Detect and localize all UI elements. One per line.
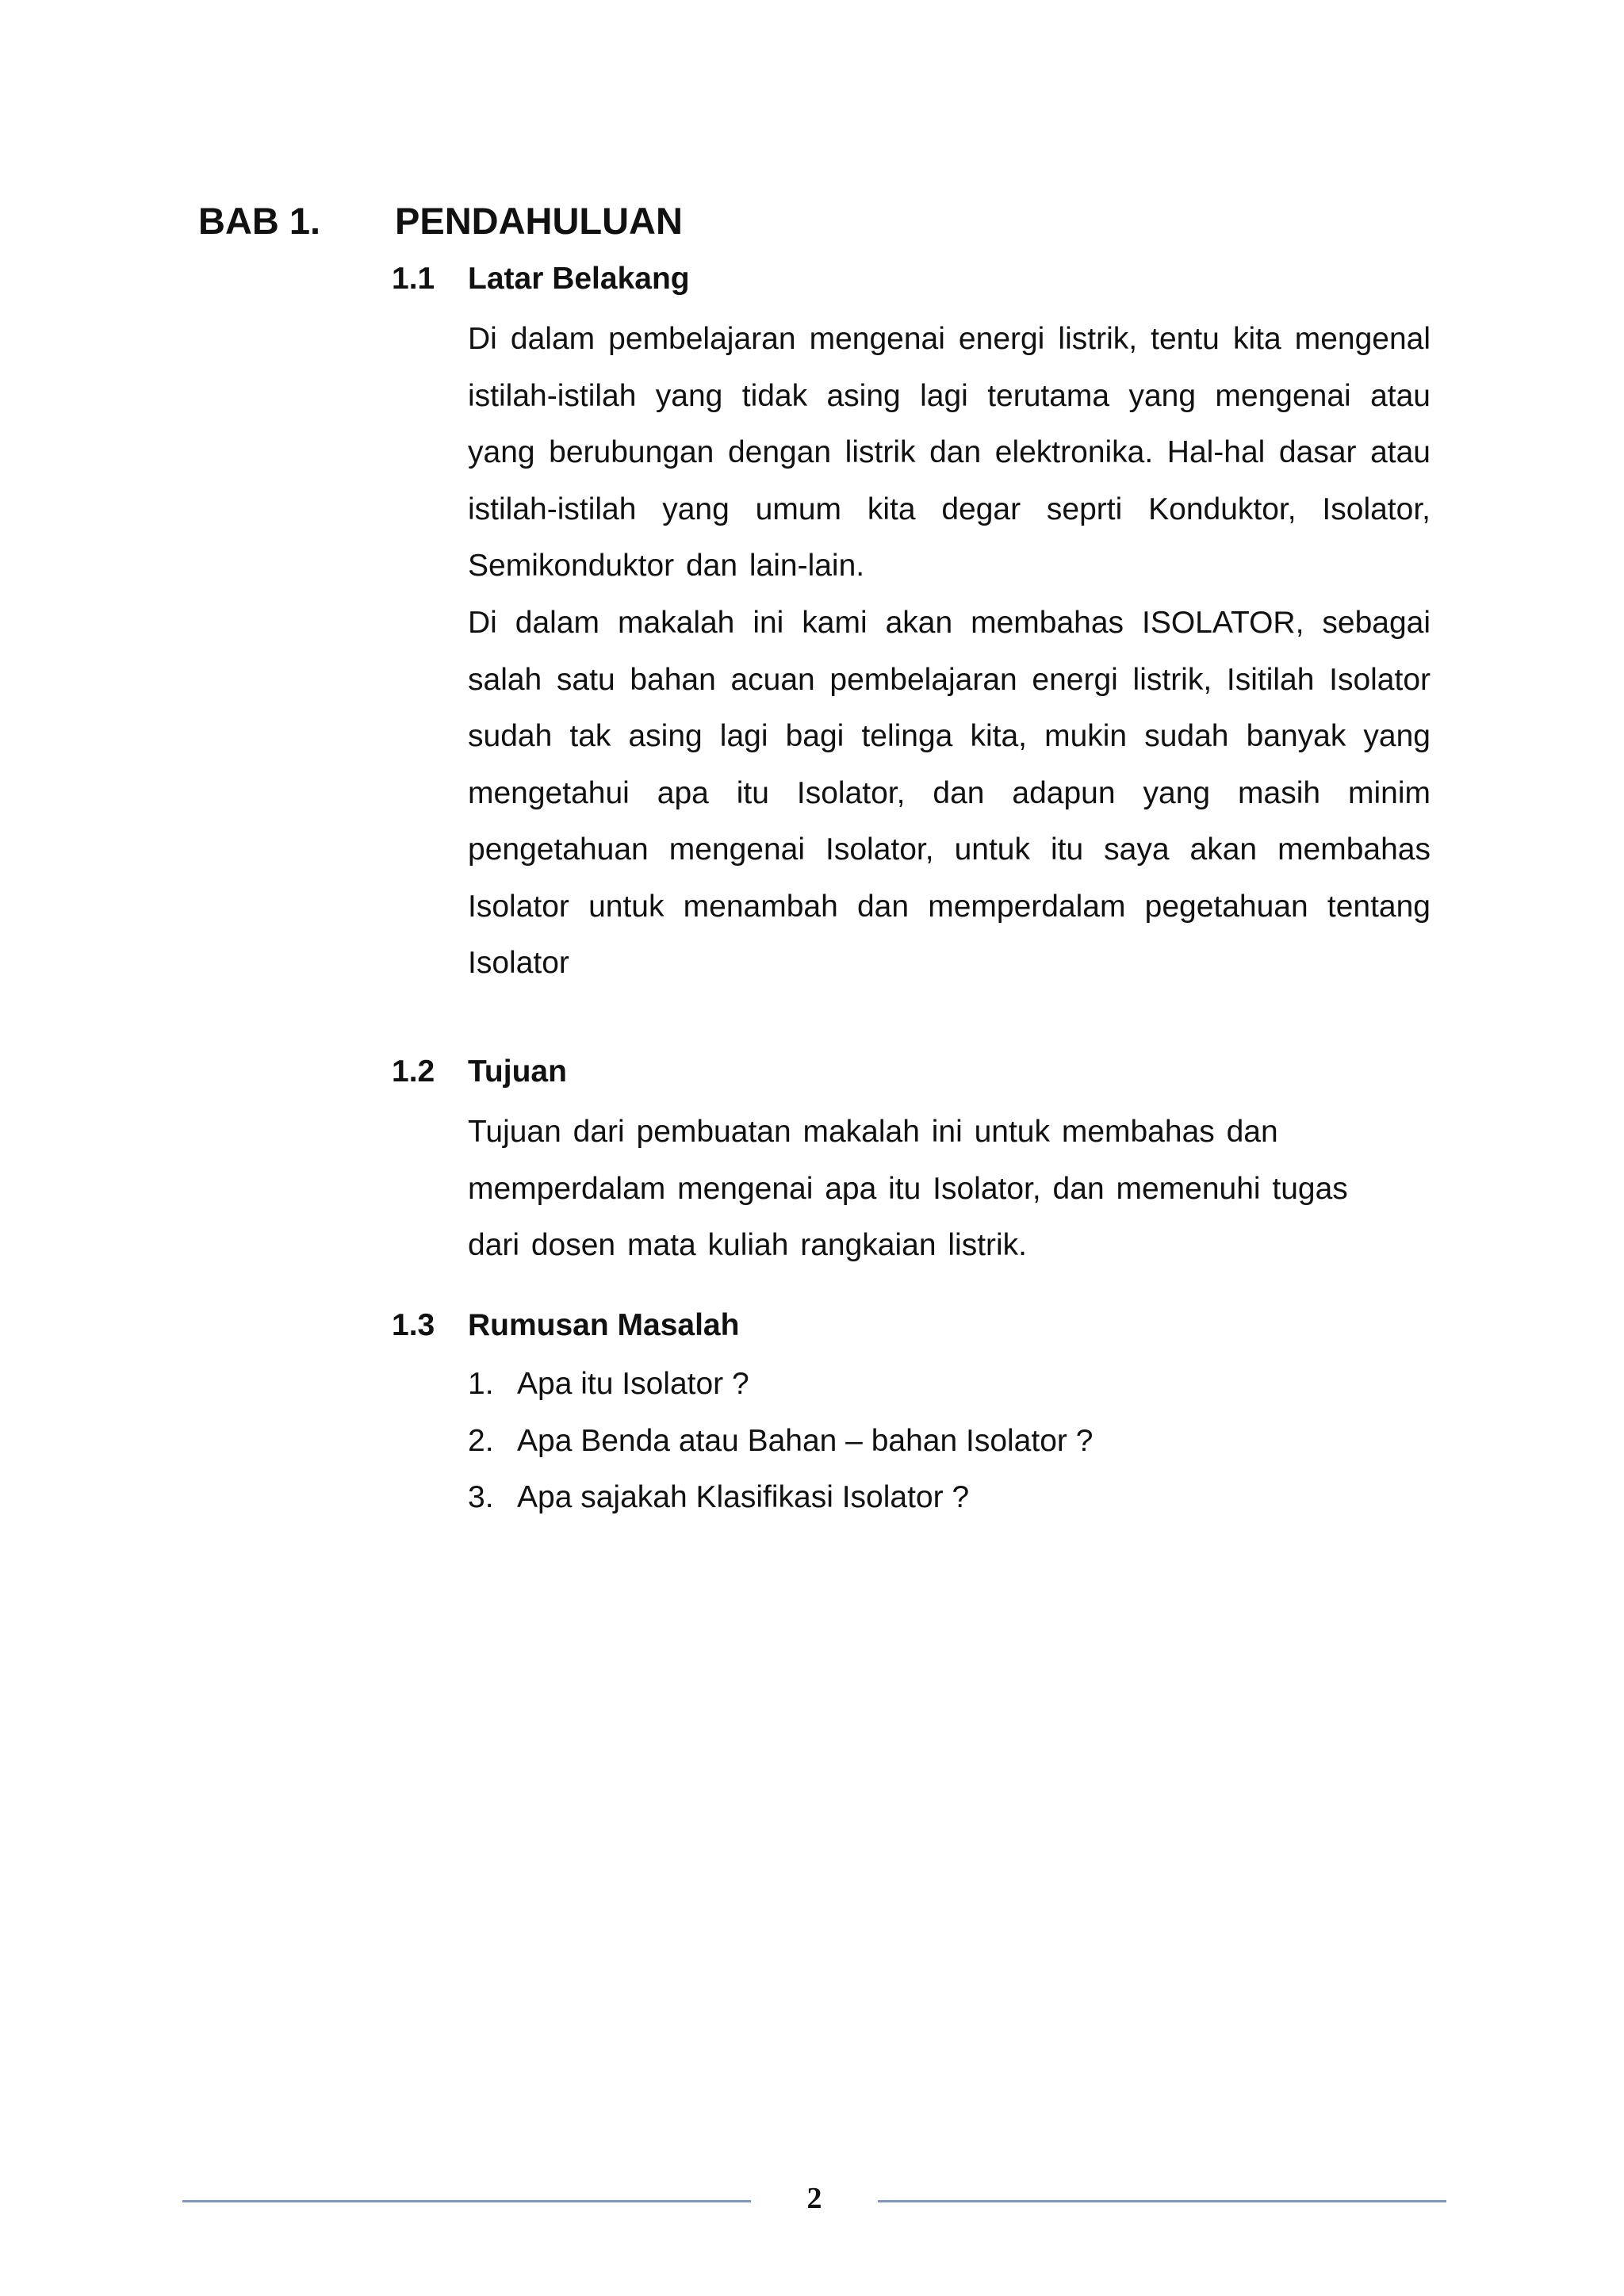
paragraph-latar-belakang-1: Di dalam pembelajaran mengenai energi listrik, tentu kita mengenal istilah-istilah yang tidak asing lagi terutama yang mengenai atau yang berubungan dengan listrik dan elektronika. Hal-hal dasar atau istilah-istilah yang umum kita degar seprti Konduktor, Isolator, Semikonduktor dan lain-lain.	[468, 322, 1431, 583]
list-item	[468, 1356, 1431, 1413]
section-heading-latar-belakang	[392, 255, 1423, 303]
section-number: 1.2	[392, 1054, 435, 1089]
paragraph-tujuan: Tujuan dari pembuatan makalah ini untuk membahas dan memperdalam mengenai apa itu Isolator, dan memenuhi tugas dari dosen mata kuliah rangkaian listrik.	[468, 1115, 1348, 1262]
footer-rule-left	[182, 2200, 751, 2202]
section-heading-rumusan-masalah	[392, 1302, 1423, 1349]
rumusan-masalah-list	[468, 1356, 1431, 1526]
footer-rule-right	[878, 2200, 1446, 2202]
list-item	[468, 1413, 1431, 1470]
section-number: 1.1	[392, 262, 435, 296]
section-title: Latar Belakang	[468, 262, 690, 296]
page-number: 2	[806, 2182, 822, 2215]
list-item-text: Apa Benda atau Bahan – bahan Isolator ?	[517, 1423, 1094, 1458]
section-title: Tujuan	[468, 1054, 567, 1089]
list-item-text: Apa itu Isolator ?	[517, 1367, 749, 1401]
chapter-title: PENDAHULUAN	[395, 200, 683, 242]
section-title: Rumusan Masalah	[468, 1308, 740, 1342]
chapter-heading	[198, 193, 1467, 249]
paragraph-latar-belakang-2: Di dalam makalah ini kami akan membahas ISOLATOR, sebagai salah satu bahan acuan pembelajaran energi listrik, Isitilah Isolator sudah tak asing lagi bagi telinga kita, mukin sudah banyak yang mengetahui apa itu Isolator, dan adapun yang masih minim pengetahuan mengenai Isolator, untuk itu saya akan membahas Isolator untuk menambah dan memperdalam pegetahuan tentang Isolator	[468, 606, 1431, 980]
section-number: 1.3	[392, 1308, 435, 1342]
list-item-number: 1.	[468, 1367, 494, 1401]
list-item	[468, 1469, 1431, 1526]
list-item-number: 2.	[468, 1423, 494, 1458]
chapter-number: BAB 1.	[198, 200, 321, 242]
section-heading-tujuan	[392, 1048, 1423, 1096]
list-item-text: Apa sajakah Klasifikasi Isolator ?	[517, 1480, 970, 1514]
list-item-number: 3.	[468, 1480, 494, 1514]
